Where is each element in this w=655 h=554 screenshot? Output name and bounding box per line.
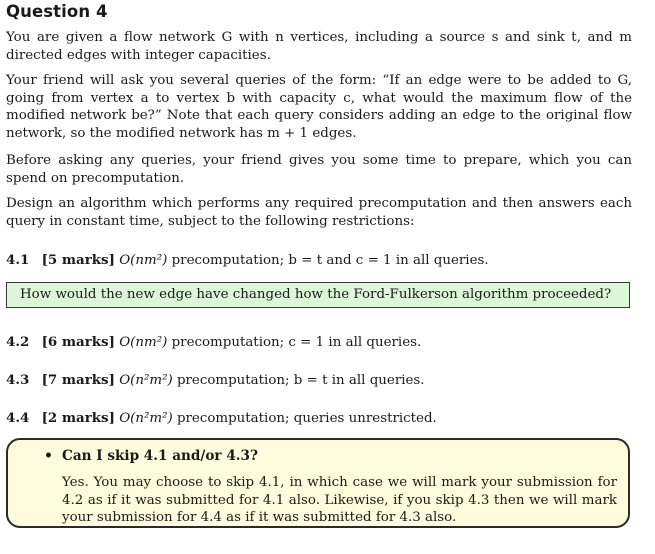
- subquestion-number: 4.2: [6, 334, 30, 350]
- faq-answer: Yes. You may choose to skip 4.1, in which case we will mark your submission for 4.2 as if it was submitted for 4.1 also. Likewise, if you skip 4.3 then we will mark your submission for 4.4 as if it was submitted for 4.3 also.: [62, 475, 617, 526]
- subquestion-marks: [5 marks]: [41, 252, 115, 268]
- faq-question: Can I skip 4.1 and/or 4.3?: [62, 448, 258, 464]
- subquestion-complexity: O(n²m²): [119, 373, 173, 388]
- subquestion-4-3: [6, 372, 425, 388]
- subquestion-text: precomputation; queries unrestricted.: [176, 411, 437, 426]
- faq-box: [6, 438, 630, 528]
- subquestion-number: 4.1: [6, 252, 30, 268]
- hint-box: [6, 282, 630, 308]
- subquestion-text: precomputation; b = t in all queries.: [176, 373, 425, 388]
- subquestion-number: 4.3: [6, 372, 30, 388]
- subquestion-text: precomputation; b = t and c = 1 in all queries.: [171, 253, 489, 268]
- subquestion-complexity: O(n²m²): [119, 411, 173, 426]
- subquestion-text: precomputation; c = 1 in all queries.: [171, 335, 422, 350]
- subquestion-complexity: O(nm²): [119, 335, 168, 350]
- bullet-icon: •: [44, 448, 53, 464]
- subquestion-marks: [7 marks]: [41, 372, 115, 388]
- intro-paragraph: You are given a flow network G with n vertices, including a source s and sink t, and m directed edges with integer capacities.: [6, 30, 632, 63]
- subquestion-number: 4.4: [6, 410, 30, 426]
- query-description-paragraph: Your friend will ask you several queries of the form: “If an edge were to be added to G, going from vertex a to vertex b with capacity c, what would the maximum flow of the modified network be?” Note that each query considers adding an edge to the original flow network, so the modified network has m + 1 edges.: [6, 73, 632, 141]
- task-paragraph: Design an algorithm which performs any required precomputation and then answers each query in constant time, subject to the following restrictions:: [6, 196, 632, 229]
- subquestion-complexity: O(nm²): [119, 253, 168, 268]
- subquestion-marks: [6 marks]: [41, 334, 115, 350]
- hint-text: How would the new edge have changed how the Ford-Fulkerson algorithm proceeded?: [20, 287, 612, 302]
- subquestion-marks: [2 marks]: [41, 410, 115, 426]
- question-title: Question 4: [6, 2, 108, 21]
- precomputation-paragraph: Before asking any queries, your friend gives you some time to prepare, which you can spend on precomputation.: [6, 153, 632, 186]
- subquestion-4-2: [6, 334, 421, 350]
- subquestion-4-4: [6, 410, 437, 426]
- subquestion-4-1: [6, 252, 489, 268]
